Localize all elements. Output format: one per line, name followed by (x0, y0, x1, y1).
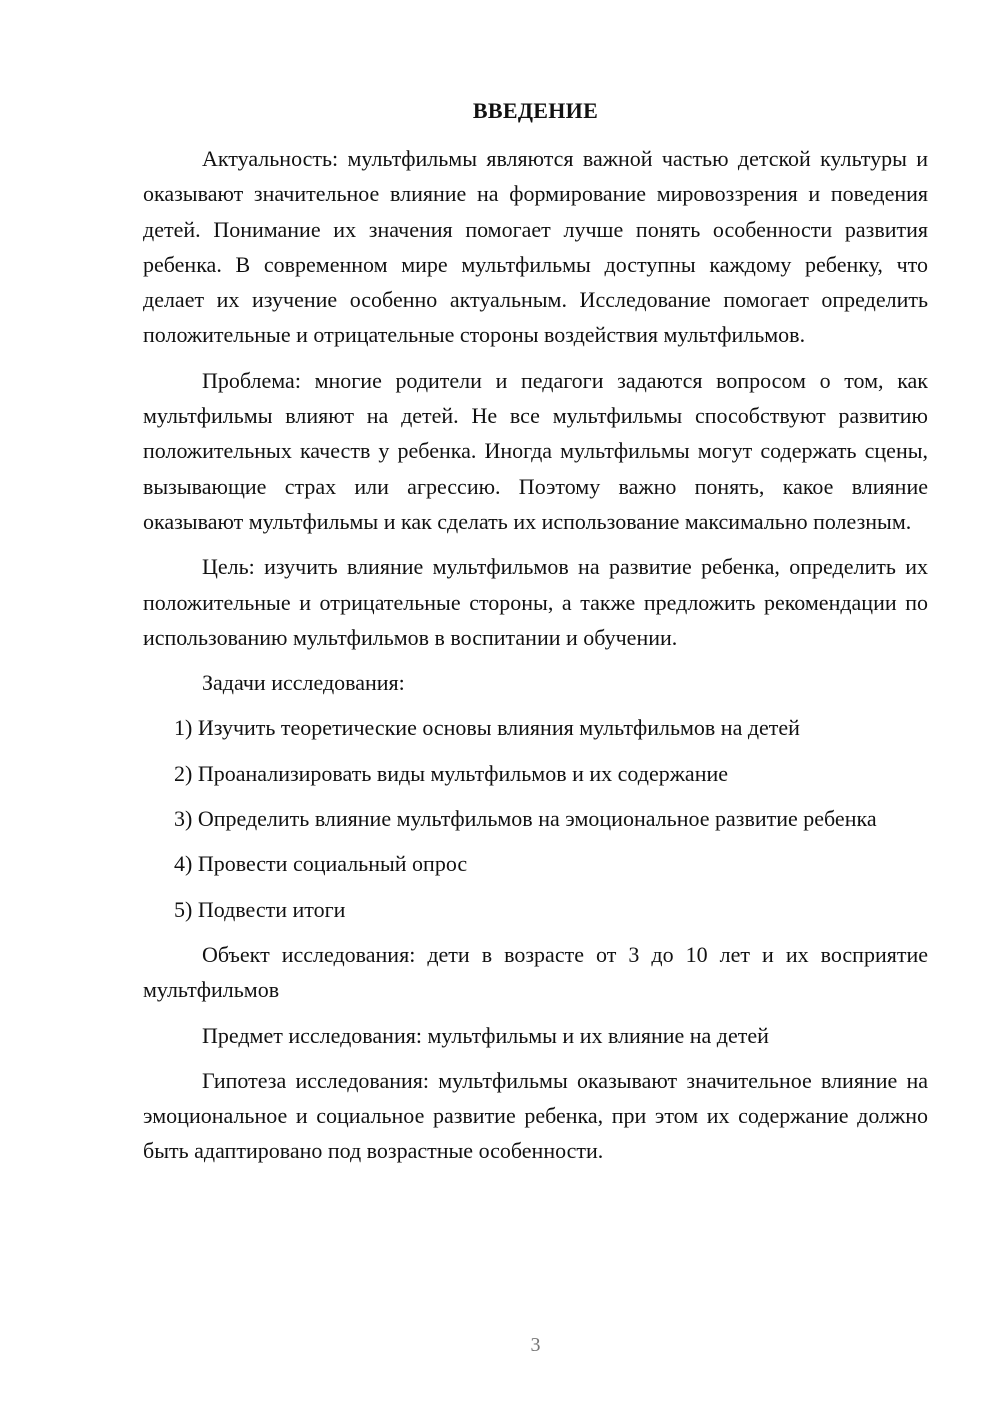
section-title: ВВЕДЕНИЕ (472, 98, 599, 123)
task-item-3: 3) Определить влияние мультфильмов на эмоциональное развитие ребенка (174, 806, 877, 832)
task-item-1: 1) Изучить теоретические основы влияния мультфильмов на детей (174, 715, 800, 741)
hypothesis-paragraph: Гипотеза исследования: мультфильмы оказывают значительное влияние на эмоциональное и социальное развитие ребенка, при этом их содержание должно быть адаптировано под возрастные особенности. (143, 1067, 928, 1164)
goal-paragraph: Цель: изучить влияние мультфильмов на развитие ребенка, определить их положительные и отрицательные стороны, а также предложить рекомендации по использованию мультфильмов в воспитании и обучении. (143, 554, 928, 650)
tasks-heading: Задачи исследования: (202, 670, 405, 696)
task-item-4: 4) Провести социальный опрос (174, 851, 468, 877)
page-number: 3 (530, 1334, 541, 1356)
problem-paragraph: Проблема: многие родители и педагоги задаются вопросом о том, как мультфильмы влияют на детей. Не все мультфильмы способствуют развитию положительных качеств у ребенка. Иногда мультфильмы могут содержать сцены, вызывающие страх или агрессию. Поэтому важно понять, какое влияние оказывают мультфильмы и как сделать их использование максимально полезным. (143, 367, 928, 534)
object-paragraph: Объект исследования: дети в возрасте от 3 до 10 лет и их восприятие мультфильмов (143, 941, 928, 1003)
task-item-2: 2) Проанализировать виды мультфильмов и их содержание (174, 760, 729, 786)
task-item-5: 5) Подвести итоги (174, 896, 346, 922)
document-body (143, 141, 928, 1179)
subject-paragraph: Предмет исследования: мультфильмы и их влияние на детей (202, 1022, 769, 1048)
relevance-paragraph: Актуальность: мультфильмы являются важной частью детской культуры и оказывают значительное влияние на формирование мировоззрения и поведения детей. Понимание их значения помогает лучше понять особенности развития ребенка. В современном мире мультфильмы доступны каждому ребенку, что делает их изучение особенно актуальным. Исследование помогает определить положительные и отрицательные стороны воздействия мультфильмов. (143, 146, 928, 348)
